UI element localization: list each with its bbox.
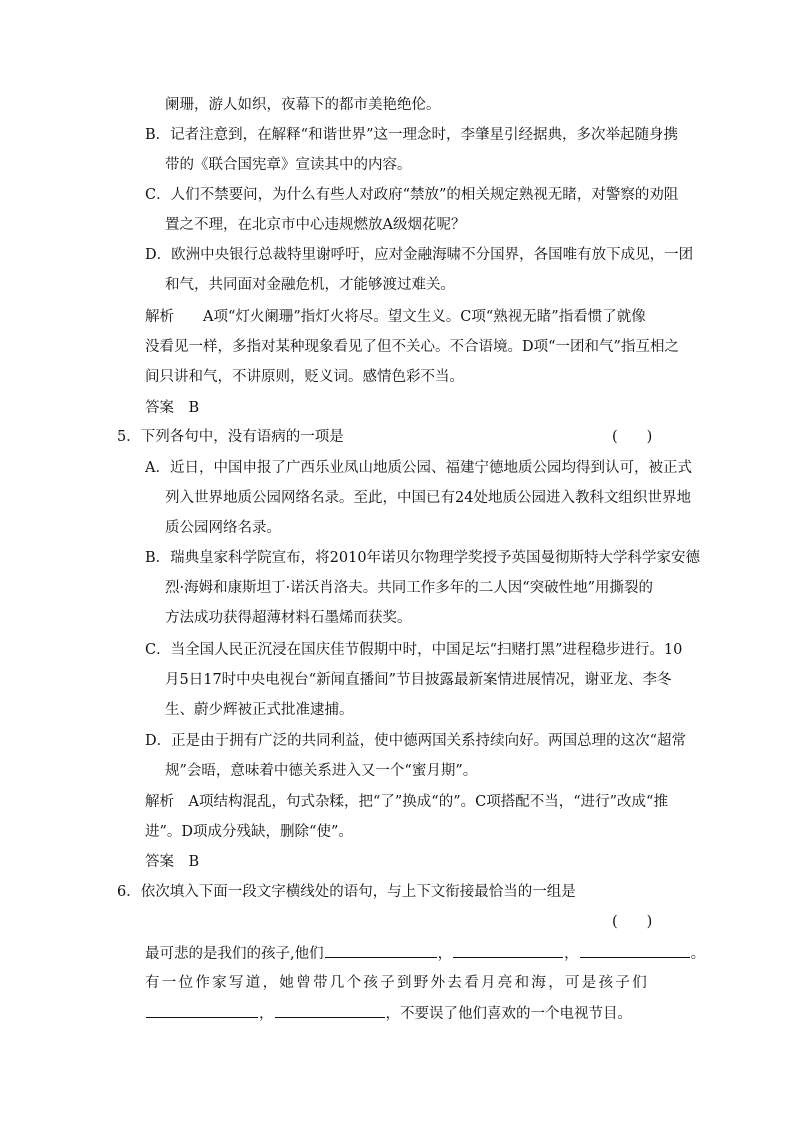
text-line: 烈·海姆和康斯坦丁·诺沃肖洛夫。共同工作多年的二人因“突破性地”用撕裂的 xyxy=(165,580,654,596)
comma: ， xyxy=(259,1006,274,1022)
option-d-line: D．欧洲中央银行总裁特里谢呼吁，应对金融海啸不分国界，各国唯有放下成见，一团 xyxy=(145,247,694,263)
analysis-line: 没看见一样，多指对某种现象看见了但不关心。不合语境。D项“一团和气”指互相之 xyxy=(145,339,679,355)
text-line: 月5日17时中央电视台“新闻直播间”节目披露最新案情进展情况，谢亚龙、李冬 xyxy=(165,672,672,688)
passage-text: ，不要误了他们喜欢的一个电视节目。 xyxy=(385,1006,632,1022)
text-line: 方法成功获得超薄材料石墨烯而获奖。 xyxy=(165,610,412,626)
analysis-line: 间只讲和气，不讲原则，贬义词。感情色彩不当。 xyxy=(145,369,464,385)
option-c-line: C．人们不禁要问，为什么有些人对政府“禁放”的相关规定熟视无睹，对警察的劝阻 xyxy=(145,187,679,203)
fill-blank-2[interactable] xyxy=(453,943,563,958)
comma: ， xyxy=(564,946,579,962)
analysis-line: 解析 A项“灯火阑珊”指灯火将尽。望文生义。C项“熟视无睹”指看惯了就像 xyxy=(145,309,646,325)
comma: ， xyxy=(437,946,453,962)
text-line: 置之不理，在北京市中心违规燃放A级烟花呢？ xyxy=(165,217,466,233)
option-b-line: B．记者注意到，在解释“和谐世界”这一理念时，李肇星引经据典，多次举起随身携 xyxy=(145,127,678,143)
option-a-line: A．近日，中国申报了广西乐业凤山地质公园、福建宁德地质公园均得到认可，被正式 xyxy=(145,460,692,476)
option-c-line: C．当全国人民正沉浸在国庆佳节假期中时，中国足坛“扫赌打黑”进程稳步进行。10 xyxy=(145,642,683,658)
fill-blank-1[interactable] xyxy=(325,943,437,958)
text-line: 阑珊，游人如织，夜幕下的都市美艳绝伦。 xyxy=(165,97,441,113)
period: 。 xyxy=(690,946,706,962)
answer-line: 答案 B xyxy=(145,854,200,870)
text-line: 带的《联合国宪章》宣读其中的内容。 xyxy=(165,157,412,173)
option-d-line: D．正是由于拥有广泛的共同利益，使中德两国关系持续向好。两国总理的这次“超常 xyxy=(145,733,687,749)
text-line: 生、蔚少辉被正式批准逮捕。 xyxy=(165,702,354,718)
text-line: 质公园网络名录。 xyxy=(165,520,281,536)
text-line: 规”会晤，意味着中德关系进入又一个“蜜月期”。 xyxy=(165,763,478,779)
text-line: 和气，共同面对金融危机，才能够渡过难关。 xyxy=(165,277,455,293)
analysis-line: 进”。D项成分残缺，删除“使”。 xyxy=(145,824,353,840)
option-b-line: B．瑞典皇家科学院宣布，将2010年诺贝尔物理学奖授予英国曼彻斯特大学科学家安德 xyxy=(145,550,701,566)
passage-text: 最可悲的是我们的孩子,他们 xyxy=(145,946,324,962)
question-6-stem: 6．依次填入下面一段文字横线处的语句，与上下文衔接最恰当的一组是 xyxy=(117,884,576,900)
answer-parentheses: ( ) xyxy=(612,914,653,930)
fill-blank-4[interactable] xyxy=(146,1003,258,1018)
passage-line-2: 有一位作家写道，她曾带几个孩子到野外去看月亮和海，可是孩子们 xyxy=(145,975,649,991)
passage-line-3 xyxy=(145,1003,632,1023)
answer-line: 答案 B xyxy=(145,400,200,416)
question-5-stem: 5．下列各句中，没有语病的一项是 xyxy=(117,429,344,445)
fill-blank-3[interactable] xyxy=(580,943,690,958)
text-line: 列入世界地质公园网络名录。至此，中国已有24处地质公园进入教科文组织世界地 xyxy=(165,490,691,506)
analysis-line: 解析 A项结构混乱，句式杂糅，把“了”换成“的”。C项搭配不当，“进行”改成“推 xyxy=(145,794,668,810)
fill-blank-5[interactable] xyxy=(275,1003,385,1018)
answer-parentheses: ( ) xyxy=(612,429,653,445)
passage-line-1 xyxy=(145,943,705,963)
